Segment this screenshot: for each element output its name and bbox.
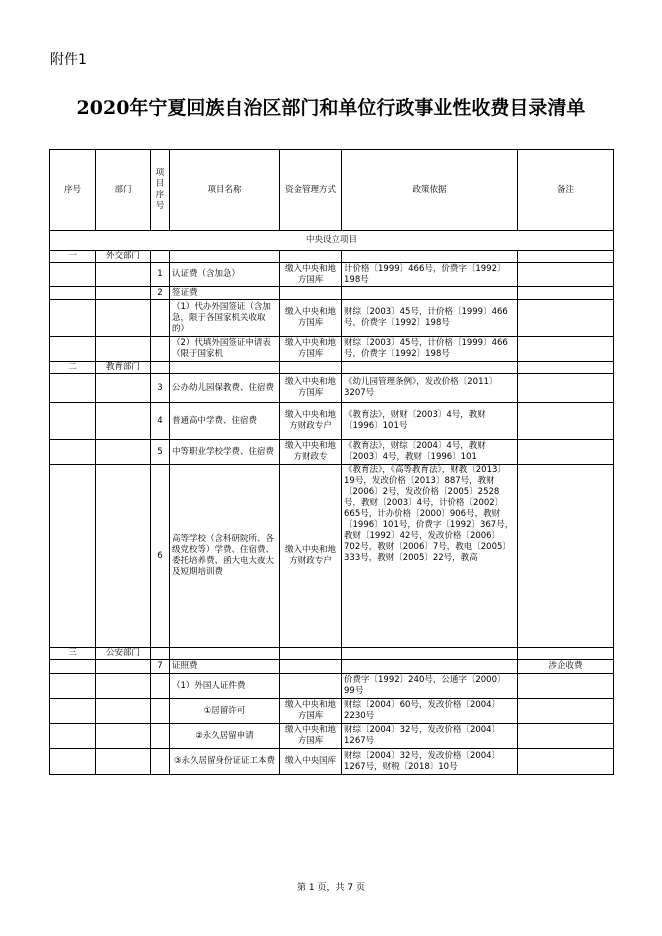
dept-cell: 公安部门: [96, 648, 151, 660]
funds-cell: 缴入中央和地方财政专: [280, 440, 342, 465]
seq-cell: 二: [50, 362, 96, 374]
dept-cell: 教育部门: [96, 362, 151, 374]
header-dept: 部门: [96, 150, 151, 231]
section-title: 中央设立项目: [50, 231, 614, 251]
table-row: [50, 374, 614, 403]
funds-cell: 缴入中央和地方财政专户: [280, 403, 342, 440]
table-row: [50, 263, 614, 287]
page-title: 2020年宁夏回族自治区部门和单位行政事业性收费目录清单: [76, 97, 586, 119]
funds-cell: 缴入中央国库: [280, 749, 342, 775]
funds-cell: 缴入中央和地方国库: [280, 724, 342, 749]
basis-cell: 财综〔2004〕32号，发改价格〔2004〕1267号，财税〔2018〕10号: [342, 749, 518, 775]
item-name-cell: 签证费: [170, 287, 280, 300]
seq-cell: 一: [50, 251, 96, 263]
basis-cell: 《教育法》，财财〔2003〕4号，教财〔1996〕101号: [342, 403, 518, 440]
header-remark: 备注: [518, 150, 614, 231]
item-name-cell: （1）外国人证件费: [170, 674, 280, 699]
item-no-cell: 7: [151, 660, 170, 674]
basis-cell: 财综〔2004〕60号，发改价格〔2004〕2230号: [342, 699, 518, 724]
funds-cell: 缴入中央和地方国库: [280, 337, 342, 362]
item-name-cell: 中等职业学校学费、住宿费: [170, 440, 280, 465]
header-item-no: 项目序号: [151, 150, 170, 231]
item-no-cell: 5: [151, 440, 170, 465]
item-name-cell: 高等学校（含科研院所、各级党校等）学费、住宿费、委托培养费、函大电大夜大及短期培训费: [170, 465, 280, 648]
table-row: [50, 300, 614, 337]
item-name-cell: ②永久居留申请: [170, 724, 280, 749]
header-funds: 资金管理方式: [280, 150, 342, 231]
item-name-cell: ③永久居留身份证证工本费: [170, 749, 280, 775]
basis-cell: 《幼儿园管理条例》，发改价格〔2011〕3207号: [342, 374, 518, 403]
basis-cell: 《教育法》，财综〔2004〕4号，教财〔2003〕4号，教财〔1996〕101: [342, 440, 518, 465]
item-name-cell: （1）代办外国签证（含加急，限于各国家机关收取的）: [170, 300, 280, 337]
header-row: [50, 150, 614, 231]
item-name-cell: （2）代填外国签证申请表（限于国家机: [170, 337, 280, 362]
basis-cell: 财综〔2003〕45号，计价格〔1999〕466号，价费字〔1992〕198号: [342, 300, 518, 337]
table-row: [50, 362, 614, 374]
item-name-cell: 证照费: [170, 660, 280, 674]
attachment-label: 附件1: [50, 52, 87, 68]
item-no-cell: 4: [151, 403, 170, 440]
item-name-cell: 认证费（含加急）: [170, 263, 280, 287]
table-row: [50, 287, 614, 300]
funds-cell: 缴入中央和地方国库: [280, 263, 342, 287]
header-item-name: 项目名称: [170, 150, 280, 231]
table-row: [50, 465, 614, 648]
header-basis: 政策依据: [342, 150, 518, 231]
table-row: [50, 674, 614, 699]
header-seq: 序号: [50, 150, 96, 231]
section-row: [50, 231, 614, 251]
item-no-cell: 3: [151, 374, 170, 403]
table-row: [50, 660, 614, 674]
remark-cell: 涉企收费: [518, 660, 614, 674]
table-row: [50, 251, 614, 263]
table-row: [50, 403, 614, 440]
table-row: [50, 699, 614, 724]
table-row: [50, 648, 614, 660]
basis-cell: 财综〔2004〕32号，发改价格〔2004〕1267号: [342, 724, 518, 749]
table-row: [50, 337, 614, 362]
item-no-cell: 2: [151, 287, 170, 300]
funds-cell: 缴入中央和地方财政专户: [280, 465, 342, 648]
basis-cell: 《教育法》，《高等教育法》，财教〔2013〕19号，发改价格〔2013〕887号，教财〔2006〕2号，发改价格〔2005〕2528号，教财〔2003〕4号，计价格〔2002〕665号，计办价格〔2000〕906号，教财〔1996〕101号，价费字〔1992〕367号，教财〔1992〕42号，发改价格〔2006〕702号，教财〔2006〕7号，教电〔2005〕333号，教财〔2005〕22号，教高: [342, 465, 518, 648]
fee-catalog-table: [49, 149, 614, 775]
basis-cell: 价费字〔1992〕240号，公通字〔2000〕99号: [342, 674, 518, 699]
basis-cell: 财综〔2003〕45号，计价格〔1999〕466号，价费字〔1992〕198号: [342, 337, 518, 362]
item-name-cell: 普通高中学费、住宿费: [170, 403, 280, 440]
table-row: [50, 749, 614, 775]
item-no-cell: 1: [151, 263, 170, 287]
item-name-cell: 公办幼儿园保教费、住宿费: [170, 374, 280, 403]
funds-cell: 缴入中央和地方国库: [280, 699, 342, 724]
dept-cell: 外交部门: [96, 251, 151, 263]
page-footer: 第 1 页，共 7 页: [297, 883, 365, 893]
seq-cell: 三: [50, 648, 96, 660]
table-row: [50, 440, 614, 465]
item-no-cell: 6: [151, 465, 170, 648]
basis-cell: 计价格〔1999〕466号，价费字〔1992〕198号: [342, 263, 518, 287]
funds-cell: 缴入中央和地方国库: [280, 300, 342, 337]
item-name-cell: ①居留许可: [170, 699, 280, 724]
table-row: [50, 724, 614, 749]
funds-cell: 缴入中央和地方国库: [280, 374, 342, 403]
